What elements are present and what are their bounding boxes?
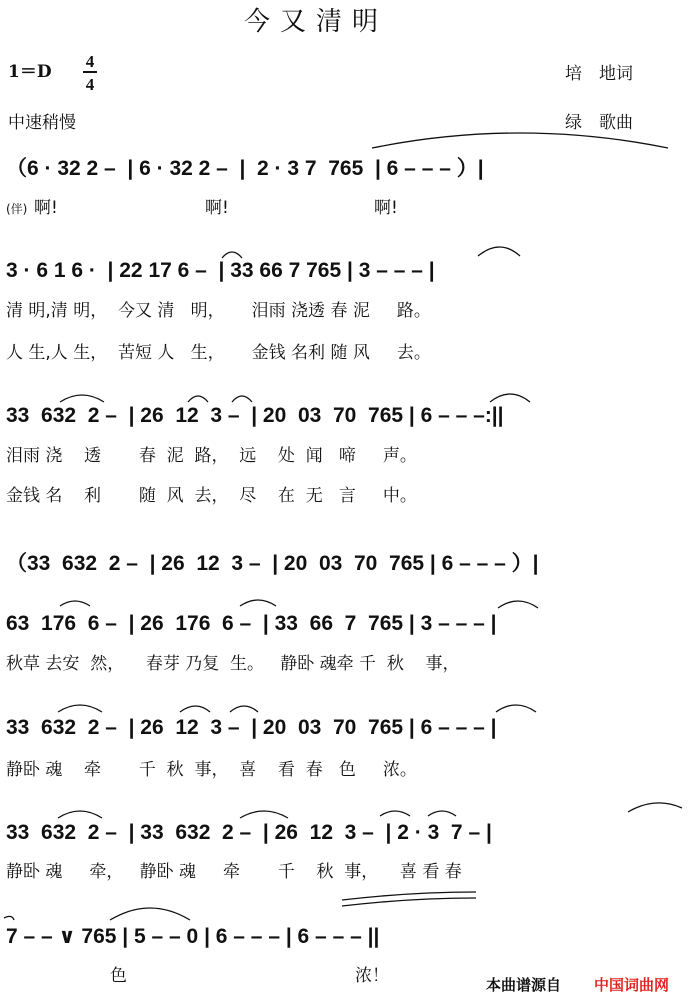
lyricist-credit: 培 地词 bbox=[565, 64, 633, 84]
key-signature: 1＝D bbox=[8, 62, 52, 82]
lyric-row-3-verse-2: 金钱 名 利 随 风 去， 尽 在 无 言 中。 bbox=[6, 486, 417, 506]
notation-row-6: 33 632 2 – | 26 12 3 – | 20 03 70 765 | 6 – – – | bbox=[6, 716, 497, 739]
lyric-row-6: 静卧 魂 牵 千 秋 事， 喜 看 春 色 浓。 bbox=[6, 760, 417, 780]
lyric-row-2-verse-1: 清 明,清 明， 今又 清 明， 泪雨 浇透 春 泥 路。 bbox=[6, 301, 431, 321]
lyric-row-8-b: 浓！ bbox=[355, 966, 389, 986]
composer-credit: 绿 歌曲 bbox=[565, 113, 633, 133]
lyric-row-5: 秋草 去安 然， 春芽 乃复 生。 静卧 魂牵 千 秋 事， bbox=[6, 654, 460, 674]
notation-row-4: （33 632 2 – | 26 12 3 – | 20 03 70 765 | 6 – – – ）| bbox=[6, 552, 539, 575]
notation-row-3: 33 632 2 – | 26 12 3 – | 20 03 70 765 | 6 – – –:|| bbox=[6, 404, 504, 427]
notation-row-7: 33 632 2 – | 33 632 2 – | 26 12 3 – | 2 · 3 7 – | bbox=[6, 821, 492, 844]
source-site-link[interactable]: 中国词曲网 bbox=[594, 976, 670, 994]
tempo-marking: 中速稍慢 bbox=[8, 113, 76, 133]
lyric-row-1-c: 啊! bbox=[374, 198, 398, 218]
notation-row-5: 63 176 6 – | 26 176 6 – | 33 66 7 765 | 3 – – – | bbox=[6, 612, 497, 635]
notation-row-2: 3 · 6 1 6 · | 22 17 6 – | 33 66 7 765 | 3 – – – | bbox=[6, 259, 435, 282]
time-signature-bottom: 4 bbox=[85, 75, 95, 94]
lyric-accompaniment: (伴) bbox=[6, 202, 28, 216]
notation-row-1: （6 · 32 2 – | 6 · 32 2 – | 2 · 3 7 765 | 6 – – – ）| bbox=[6, 157, 484, 180]
notation-row-8: 7 – – ∨ 765 | 5 – – 0 | 6 – – – | 6 – – – || bbox=[6, 925, 380, 948]
time-signature-top: 4 bbox=[85, 52, 95, 71]
lyric-row-7: 静卧 魂 牵， 静卧 魂 牵 千 秋 事， 喜 看 春 bbox=[6, 862, 462, 882]
song-title: 今又清明 bbox=[244, 7, 389, 37]
lyric-row-1-a: 啊! bbox=[34, 198, 58, 218]
lyric-row-2-verse-2: 人 生,人 生， 苦短 人 生， 金钱 名利 随 风 去。 bbox=[6, 343, 431, 363]
lyric-row-3-verse-1: 泪雨 浇 透 春 泥 路， 远 处 闻 啼 声。 bbox=[6, 446, 417, 466]
lyric-row-1-b: 啊! bbox=[205, 198, 229, 218]
source-label: 本曲谱源自 bbox=[486, 976, 562, 994]
lyric-row-8-a: 色 bbox=[110, 966, 127, 986]
